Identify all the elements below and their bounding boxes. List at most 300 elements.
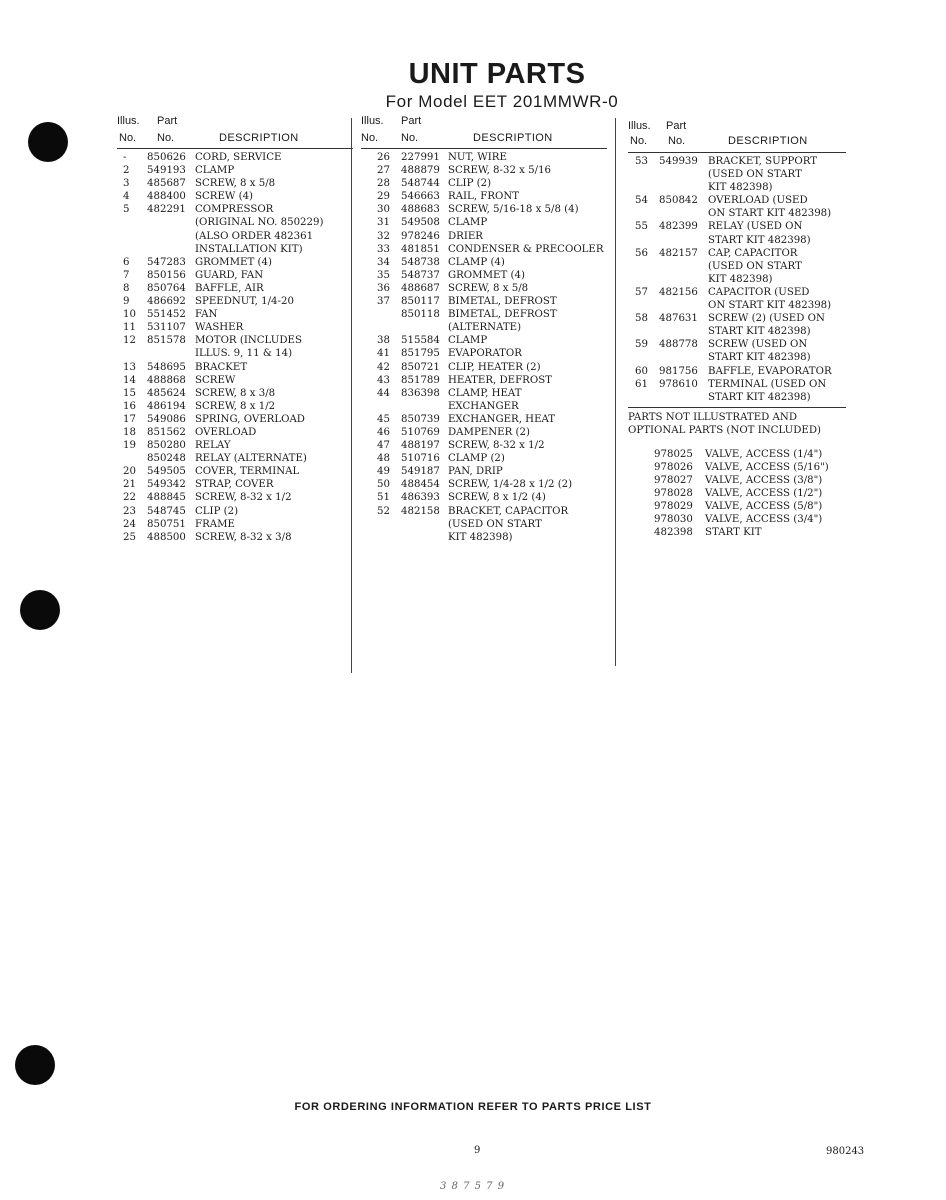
parts-row: [117, 243, 353, 256]
part-number: 851795: [401, 348, 440, 360]
description-header: DESCRIPTION: [219, 132, 299, 144]
part-number: 482157: [659, 247, 698, 259]
part-description: MOTOR (INCLUDES: [195, 335, 302, 347]
part-description: SCREW (4): [195, 191, 254, 203]
illus-number: 56: [635, 247, 648, 259]
part-number: 851578: [147, 335, 186, 347]
parts-row: [628, 286, 846, 299]
part-description: BRACKET: [195, 361, 248, 373]
parts-row: [361, 190, 607, 203]
parts-row: [361, 413, 607, 426]
parts-row: [628, 487, 846, 500]
parts-row: [361, 426, 607, 439]
illus-number: 6: [123, 256, 130, 268]
part-description: SPRING, OVERLOAD: [195, 413, 305, 425]
parts-row: [117, 465, 353, 478]
part-description: BRACKET, CAPACITOR: [448, 505, 569, 517]
part-description: SCREW, 8-32 x 5/16: [448, 165, 552, 177]
parts-row: [361, 334, 607, 347]
illus-number: 7: [123, 269, 130, 281]
part-description: KIT 482398): [448, 531, 513, 543]
parts-row: [117, 256, 353, 269]
part-description: CONDENSER & PRECOOLER: [448, 243, 604, 255]
part-number: 978246: [401, 230, 440, 242]
illus-number: 58: [635, 313, 648, 325]
part-description: SCREW (USED ON: [708, 339, 808, 351]
parts-row: [117, 452, 353, 465]
part-description: (ALTERNATE): [448, 322, 522, 334]
part-description: (USED ON START: [448, 518, 542, 530]
illus-number: -: [123, 152, 127, 163]
part-number: 482291: [147, 204, 186, 216]
part-description: FAN: [195, 309, 218, 321]
parts-row: [361, 230, 607, 243]
part-description: SCREW, 8 x 5/8: [195, 178, 276, 190]
part-description: SCREW, 8 x 1/2: [195, 400, 276, 412]
part-description: ILLUS. 9, 11 & 14): [195, 348, 293, 360]
illus-number: 33: [377, 243, 390, 255]
parts-row: [361, 439, 607, 452]
parts-row: [117, 216, 353, 229]
parts-row: [117, 531, 353, 544]
parts-row: [117, 413, 353, 426]
part-header: Part: [157, 115, 178, 127]
part-number: 488687: [401, 282, 440, 294]
part-number: 978027: [654, 474, 693, 486]
illus-number: 54: [635, 195, 648, 207]
part-header: Part: [666, 120, 687, 132]
illus-number: 55: [635, 221, 648, 233]
part-description: CLAMP: [195, 165, 235, 177]
part-description: CAP, CAPACITOR: [708, 247, 798, 259]
part-description: CLIP (2): [448, 178, 492, 190]
parts-row: [361, 282, 607, 295]
part-number: 510716: [401, 453, 440, 465]
part-description: OVERLOAD (USED: [708, 195, 808, 207]
part-description: PAN, DRIP: [448, 466, 503, 478]
part-number: 850842: [659, 195, 698, 207]
part-description: BAFFLE, AIR: [195, 282, 264, 294]
part-number: 850156: [147, 269, 186, 281]
parts-row: [361, 518, 607, 531]
parts-row: [117, 190, 353, 203]
part-number: 850721: [401, 361, 440, 373]
parts-row: [361, 216, 607, 229]
part-number: 978025: [654, 448, 693, 460]
illus-number: 26: [377, 152, 390, 163]
illus-number: 22: [123, 492, 136, 504]
part-description: NUT, WIRE: [448, 152, 507, 163]
part-number: 549508: [401, 217, 440, 229]
part-number: 978028: [654, 488, 693, 500]
parts-row: [117, 269, 353, 282]
part-description: RELAY: [195, 440, 231, 452]
parts-row: [628, 273, 846, 286]
part-description: GUARD, FAN: [195, 269, 264, 281]
part-description: RELAY (USED ON: [708, 221, 803, 233]
part-description: VALVE, ACCESS (5/16"): [705, 461, 829, 473]
parts-row: [628, 391, 846, 404]
part-description: INSTALLATION KIT): [195, 243, 303, 255]
parts-row: [361, 308, 607, 321]
part-description: (USED ON START: [708, 260, 802, 272]
illus-number: 14: [123, 374, 136, 386]
parts-row: [117, 203, 353, 216]
part-number: 549187: [401, 466, 440, 478]
part-number: 482398: [654, 527, 693, 539]
part-number: 488778: [659, 339, 698, 351]
part-number: 850248: [147, 453, 186, 465]
parts-row: [361, 452, 607, 465]
parts-row: [117, 177, 353, 190]
part-number: 486393: [401, 492, 440, 504]
part-number: 488879: [401, 165, 440, 177]
parts-row: [117, 491, 353, 504]
illus-number: 50: [377, 479, 390, 491]
part-description: CLAMP (2): [448, 453, 505, 465]
part-description: CLAMP: [448, 217, 488, 229]
part-number: 850280: [147, 440, 186, 452]
parts-row: [628, 325, 846, 338]
part-number: 549086: [147, 413, 186, 425]
parts-row: [628, 526, 846, 539]
part-description: SCREW, 8-32 x 1/2: [448, 440, 545, 452]
part-number: 482158: [401, 505, 440, 517]
part-description: SCREW, 5/16-18 x 5/8 (4): [448, 204, 579, 216]
part-description: EXCHANGER, HEAT: [448, 413, 556, 425]
part-description: HEATER, DEFROST: [448, 374, 552, 386]
part-no-header: No.: [401, 132, 419, 144]
parts-row: [628, 299, 846, 312]
illus-header: Illus.: [628, 120, 651, 132]
illus-number: 20: [123, 466, 136, 478]
part-number: 548745: [147, 505, 186, 517]
part-description: SCREW, 8 x 5/8: [448, 282, 529, 294]
part-description: CLAMP: [448, 335, 488, 347]
part-description: SCREW, 8 x 3/8: [195, 387, 276, 399]
column-header: [117, 113, 353, 151]
part-description: BRACKET, SUPPORT: [708, 156, 818, 167]
parts-list: [628, 155, 846, 404]
part-description: CLAMP (4): [448, 256, 505, 268]
part-description: BIMETAL, DEFROST: [448, 309, 557, 321]
parts-row: [117, 282, 353, 295]
parts-row: [628, 207, 846, 220]
part-number: 227991: [401, 152, 440, 163]
part-number: 850764: [147, 282, 186, 294]
parts-row: [117, 295, 353, 308]
illus-number: 21: [123, 479, 136, 491]
parts-list: [361, 151, 607, 544]
part-number: 488500: [147, 531, 186, 543]
part-no-header: No.: [668, 135, 686, 147]
illus-number: 11: [123, 322, 136, 334]
part-description: GROMMET (4): [448, 269, 525, 281]
part-description: FRAME: [195, 518, 235, 530]
parts-row: [117, 361, 353, 374]
part-number: 850739: [401, 413, 440, 425]
parts-row: [117, 518, 353, 531]
part-description: SPEEDNUT, 1/4-20: [195, 296, 294, 308]
illus-number: 3: [123, 178, 130, 190]
part-description: SCREW, 8-32 x 1/2: [195, 492, 292, 504]
part-description: VALVE, ACCESS (5/8"): [705, 501, 823, 513]
illus-number: 61: [635, 378, 648, 390]
not-illustrated-heading-line1: PARTS NOT ILLUSTRATED AND: [628, 411, 797, 423]
parts-row: [628, 155, 846, 168]
parts-row: [117, 308, 353, 321]
illus-number: 4: [123, 191, 130, 203]
part-number: 548744: [401, 178, 440, 190]
part-number: 486692: [147, 296, 186, 308]
parts-row: [361, 151, 607, 164]
part-description: CAPACITOR (USED: [708, 286, 810, 298]
illus-number: 59: [635, 339, 648, 351]
part-description: COVER, TERMINAL: [195, 466, 300, 478]
parts-row: [361, 347, 607, 360]
description-header: DESCRIPTION: [728, 135, 808, 147]
page-number: 9: [474, 1145, 481, 1156]
punch-hole-bottom: [15, 1045, 55, 1085]
column-header: [628, 113, 846, 151]
parts-row: [361, 374, 607, 387]
part-number: 978030: [654, 514, 693, 526]
part-number: 850626: [147, 152, 186, 163]
parts-row: [117, 478, 353, 491]
punch-hole-top: [28, 122, 68, 162]
part-description: EXCHANGER: [448, 400, 519, 412]
parts-row: [628, 500, 846, 513]
part-description: CLIP, HEATER (2): [448, 361, 541, 373]
illus-number: 16: [123, 400, 136, 412]
header-rule: [628, 152, 846, 153]
column-divider-2: [615, 118, 616, 666]
illus-number: 41: [377, 348, 390, 360]
ordering-info-footer: FOR ORDERING INFORMATION REFER TO PARTS PRICE LIST: [294, 1101, 652, 1113]
part-description: STRAP, COVER: [195, 479, 274, 491]
illus-number: 17: [123, 413, 136, 425]
parts-row: [628, 474, 846, 487]
parts-row: [361, 465, 607, 478]
bottom-mark: 3 8 7 5 7 9: [440, 1181, 506, 1192]
part-number: 547283: [147, 256, 186, 268]
illus-header: Illus.: [117, 115, 140, 127]
column-header: [361, 113, 607, 151]
parts-row: [361, 531, 607, 544]
part-description: KIT 482398): [708, 182, 773, 194]
part-description: SCREW, 1/4-28 x 1/2 (2): [448, 479, 573, 491]
parts-row: [117, 164, 353, 177]
part-number: 548737: [401, 269, 440, 281]
illus-number: 46: [377, 426, 390, 438]
part-description: VALVE, ACCESS (1/2"): [705, 488, 823, 500]
part-number: 978026: [654, 461, 693, 473]
part-description: START KIT: [705, 527, 762, 539]
parts-row: [361, 505, 607, 518]
part-description: START KIT 482398): [708, 326, 811, 338]
part-description: SCREW, 8 x 1/2 (4): [448, 492, 546, 504]
illus-number: 42: [377, 361, 390, 373]
part-description: RELAY (ALTERNATE): [195, 453, 307, 465]
page-subtitle: For Model EET 201MMWR-0: [385, 92, 619, 111]
part-description: (USED ON START: [708, 169, 802, 181]
parts-row: [628, 194, 846, 207]
description-header: DESCRIPTION: [473, 132, 553, 144]
illus-number: 24: [123, 518, 136, 530]
part-number: 850751: [147, 518, 186, 530]
illus-number: 19: [123, 440, 136, 452]
part-description: (ALSO ORDER 482361: [195, 230, 314, 242]
part-number: 487631: [659, 313, 698, 325]
parts-row: [361, 256, 607, 269]
parts-column-2: [361, 113, 607, 544]
parts-row: [117, 387, 353, 400]
part-description: KIT 482398): [708, 273, 773, 285]
illus-number: 2: [123, 165, 130, 177]
illus-number: 51: [377, 492, 390, 504]
part-description: COMPRESSOR: [195, 204, 274, 216]
illus-number: 45: [377, 413, 390, 425]
illus-number: 12: [123, 335, 136, 347]
parts-row: [361, 321, 607, 334]
part-header: Part: [401, 115, 422, 127]
parts-row: [361, 243, 607, 256]
parts-row: [628, 365, 846, 378]
illus-number: 57: [635, 286, 648, 298]
part-description: ON START KIT 482398): [708, 300, 832, 312]
part-description: SCREW: [195, 374, 236, 386]
part-number: 549505: [147, 466, 186, 478]
part-number: 531107: [147, 322, 186, 334]
part-number: 978610: [659, 378, 698, 390]
part-number: 548738: [401, 256, 440, 268]
header-rule: [117, 148, 353, 149]
illus-number: 9: [123, 296, 130, 308]
illus-number: 53: [635, 156, 648, 167]
parts-row: [361, 203, 607, 216]
parts-row: [628, 448, 846, 461]
column-divider-1: [351, 118, 352, 673]
illus-number: 27: [377, 165, 390, 177]
parts-row: [117, 505, 353, 518]
parts-row: [361, 295, 607, 308]
illus-number: 60: [635, 365, 648, 377]
illus-number: 29: [377, 191, 390, 203]
part-number: 549342: [147, 479, 186, 491]
parts-row: [117, 426, 353, 439]
part-description: GROMMET (4): [195, 256, 272, 268]
parts-row: [361, 400, 607, 413]
part-description: CORD, SERVICE: [195, 152, 282, 163]
part-number: 485624: [147, 387, 186, 399]
parts-row: [361, 387, 607, 400]
illus-number: 34: [377, 256, 390, 268]
illus-number: 37: [377, 296, 390, 308]
parts-column-3: [628, 113, 846, 539]
illus-number: 13: [123, 361, 136, 373]
parts-row: [628, 351, 846, 364]
page-title: UNIT PARTS: [408, 58, 586, 90]
illus-number: 38: [377, 335, 390, 347]
parts-row: [117, 230, 353, 243]
part-description: RAIL, FRONT: [448, 191, 520, 203]
parts-row: [117, 151, 353, 164]
parts-row: [628, 168, 846, 181]
parts-row: [117, 334, 353, 347]
illus-number: 25: [123, 531, 136, 543]
parts-row: [628, 461, 846, 474]
parts-row: [361, 491, 607, 504]
part-description: VALVE, ACCESS (3/4"): [705, 514, 823, 526]
part-number: 486194: [147, 400, 186, 412]
illus-number: 10: [123, 309, 136, 321]
part-description: START KIT 482398): [708, 234, 811, 246]
part-description: ON START KIT 482398): [708, 208, 832, 220]
illus-no-header: No.: [119, 132, 137, 144]
illus-number: 5: [123, 204, 130, 216]
part-description: CLAMP, HEAT: [448, 387, 522, 399]
part-description: BIMETAL, DEFROST: [448, 296, 557, 308]
part-description: BAFFLE, EVAPORATOR: [708, 365, 832, 377]
illus-number: 28: [377, 178, 390, 190]
part-number: 510769: [401, 426, 440, 438]
part-number: 850117: [401, 296, 440, 308]
part-description: WASHER: [195, 322, 244, 334]
part-number: 850118: [401, 309, 440, 321]
parts-column-1: [117, 113, 353, 544]
part-no-header: No.: [157, 132, 175, 144]
illus-number: 8: [123, 282, 130, 294]
parts-row: [628, 513, 846, 526]
part-description: START KIT 482398): [708, 391, 811, 403]
parts-row: [117, 321, 353, 334]
illus-header: Illus.: [361, 115, 384, 127]
document-number: 980243: [826, 1146, 865, 1157]
illus-number: 48: [377, 453, 390, 465]
optional-parts-list: [628, 448, 846, 540]
illus-number: 31: [377, 217, 390, 229]
illus-number: 43: [377, 374, 390, 386]
part-number: 551452: [147, 309, 186, 321]
part-number: 488868: [147, 374, 186, 386]
parts-row: [628, 338, 846, 351]
part-description: (ORIGINAL NO. 850229): [195, 217, 324, 229]
part-number: 851789: [401, 374, 440, 386]
part-number: 488197: [401, 440, 440, 452]
part-number: 548695: [147, 361, 186, 373]
illus-number: 47: [377, 440, 390, 452]
parts-row: [628, 220, 846, 233]
not-illustrated-heading: [628, 411, 846, 437]
part-description: DRIER: [448, 230, 483, 242]
part-number: 836398: [401, 387, 440, 399]
not-illustrated-heading-line2: OPTIONAL PARTS (NOT INCLUDED): [628, 424, 821, 436]
part-number: 481851: [401, 243, 440, 255]
part-description: VALVE, ACCESS (3/8"): [705, 474, 823, 486]
part-number: 488683: [401, 204, 440, 216]
parts-row: [117, 374, 353, 387]
parts-row: [117, 400, 353, 413]
part-number: 515584: [401, 335, 440, 347]
parts-row: [628, 260, 846, 273]
illus-number: 44: [377, 387, 390, 399]
illus-no-header: No.: [361, 132, 379, 144]
illus-number: 49: [377, 466, 390, 478]
part-number: 851562: [147, 426, 186, 438]
illus-number: 15: [123, 387, 136, 399]
part-number: 488400: [147, 191, 186, 203]
part-number: 549939: [659, 156, 698, 167]
